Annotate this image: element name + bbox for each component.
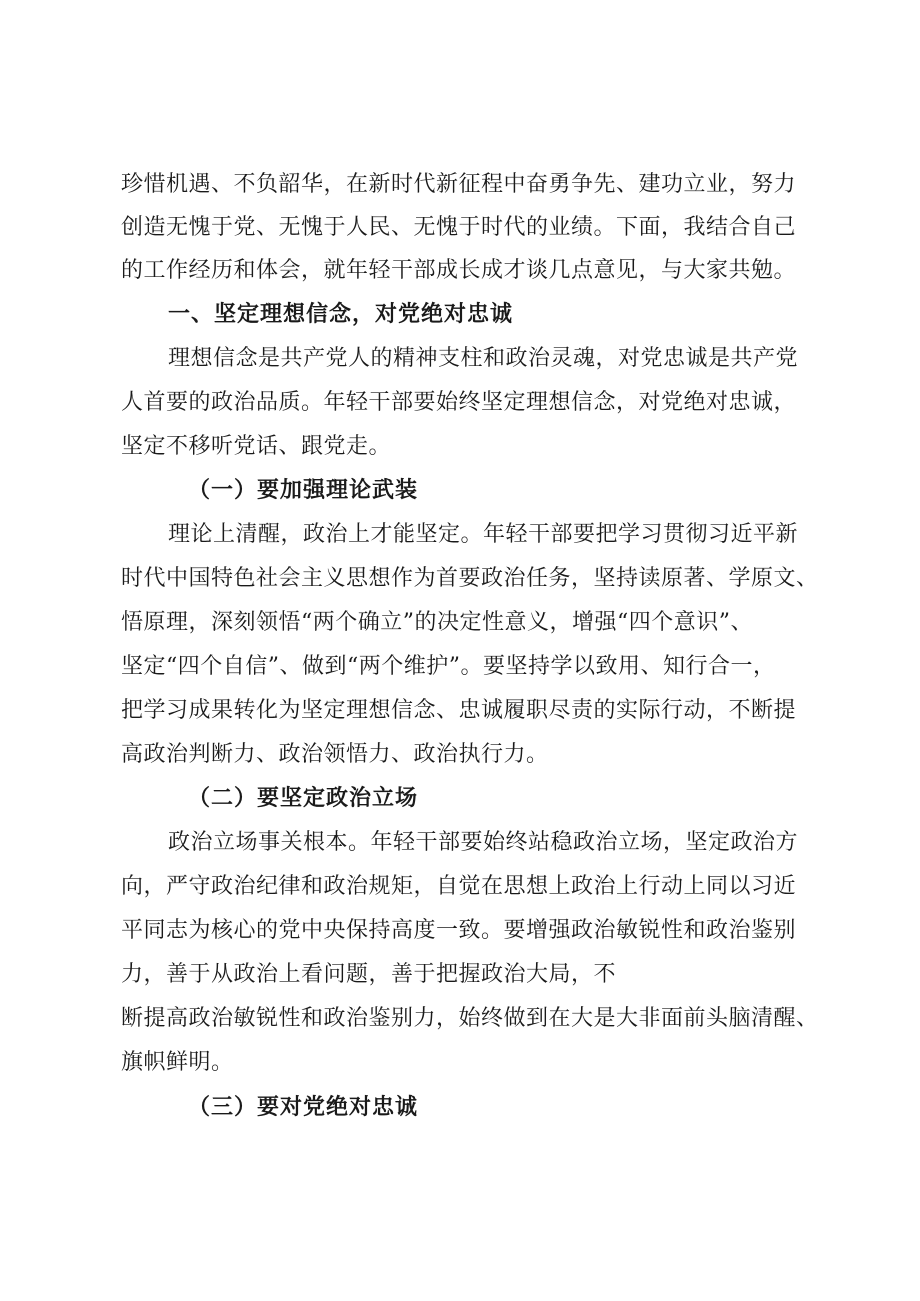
sub1-line-2: 时代中国特色社会主义思想作为首要政治任务，坚持读原著、学原文、 bbox=[121, 566, 819, 591]
section1-line-2: 人首要的政治品质。年轻干部要始终坚定理想信念，对党绝对忠诚， bbox=[121, 390, 797, 415]
sub1-line-3: 悟原理，深刻领悟“两个确立”的决定性意义，增强“四个意识”、 bbox=[121, 610, 753, 635]
sub2-line-1: 政治立场事关根本。年轻干部要始终站稳政治立场，坚定政治方 bbox=[168, 830, 799, 855]
section-heading-1: 一、坚定理想信念，对党绝对忠诚 bbox=[168, 302, 514, 327]
sub1-line-5: 把学习成果转化为坚定理想信念、忠诚履职尽责的实际行动，不断提 bbox=[121, 698, 797, 723]
subsection-heading-1: （一）要加强理论武装 bbox=[188, 478, 419, 503]
intro-line-2: 创造无愧于党、无愧于人民、无愧于时代的业绩。下面，我结合自己 bbox=[121, 215, 797, 240]
sub1-line-1: 理论上清醒，政治上才能坚定。年轻干部要把学习贯彻习近平新 bbox=[168, 522, 799, 547]
section1-line-1: 理想信念是共产党人的精神支柱和政治灵魂，对党忠诚是共产党 bbox=[168, 346, 799, 371]
subsection-heading-3: （三）要对党绝对忠诚 bbox=[188, 1095, 419, 1120]
sub2-line-2: 向，严守政治纪律和政治规矩，自觉在思想上政治上行动上同以习近 bbox=[121, 874, 797, 899]
sub1-line-4: 坚定“四个自信”、做到“两个维护”。要坚持学以致用、知行合一， bbox=[121, 654, 776, 679]
intro-line-3: 的工作经历和体会，就年轻干部成长成才谈几点意见，与大家共勉。 bbox=[121, 258, 797, 283]
sub1-line-6: 高政治判断力、政治领悟力、政治执行力。 bbox=[121, 742, 549, 767]
sub2-line-5: 断提高政治敏锐性和政治鉴别力，始终做到在大是大非面前头脑清醒、 bbox=[121, 1006, 819, 1031]
sub2-line-4: 力，善于从政治上看问题，善于把握政治大局，不 bbox=[121, 962, 617, 987]
sub2-line-3: 平同志为核心的党中央保持高度一致。要增强政治敏锐性和政治鉴别 bbox=[121, 918, 797, 943]
sub2-line-6: 旗帜鲜明。 bbox=[121, 1050, 234, 1075]
subsection-heading-2: （二）要坚定政治立场 bbox=[188, 786, 419, 811]
intro-line-1: 珍惜机遇、不负韶华，在新时代新征程中奋勇争先、建功立业，努力 bbox=[121, 172, 797, 197]
section1-line-3: 坚定不移听党话、跟党走。 bbox=[121, 434, 392, 459]
